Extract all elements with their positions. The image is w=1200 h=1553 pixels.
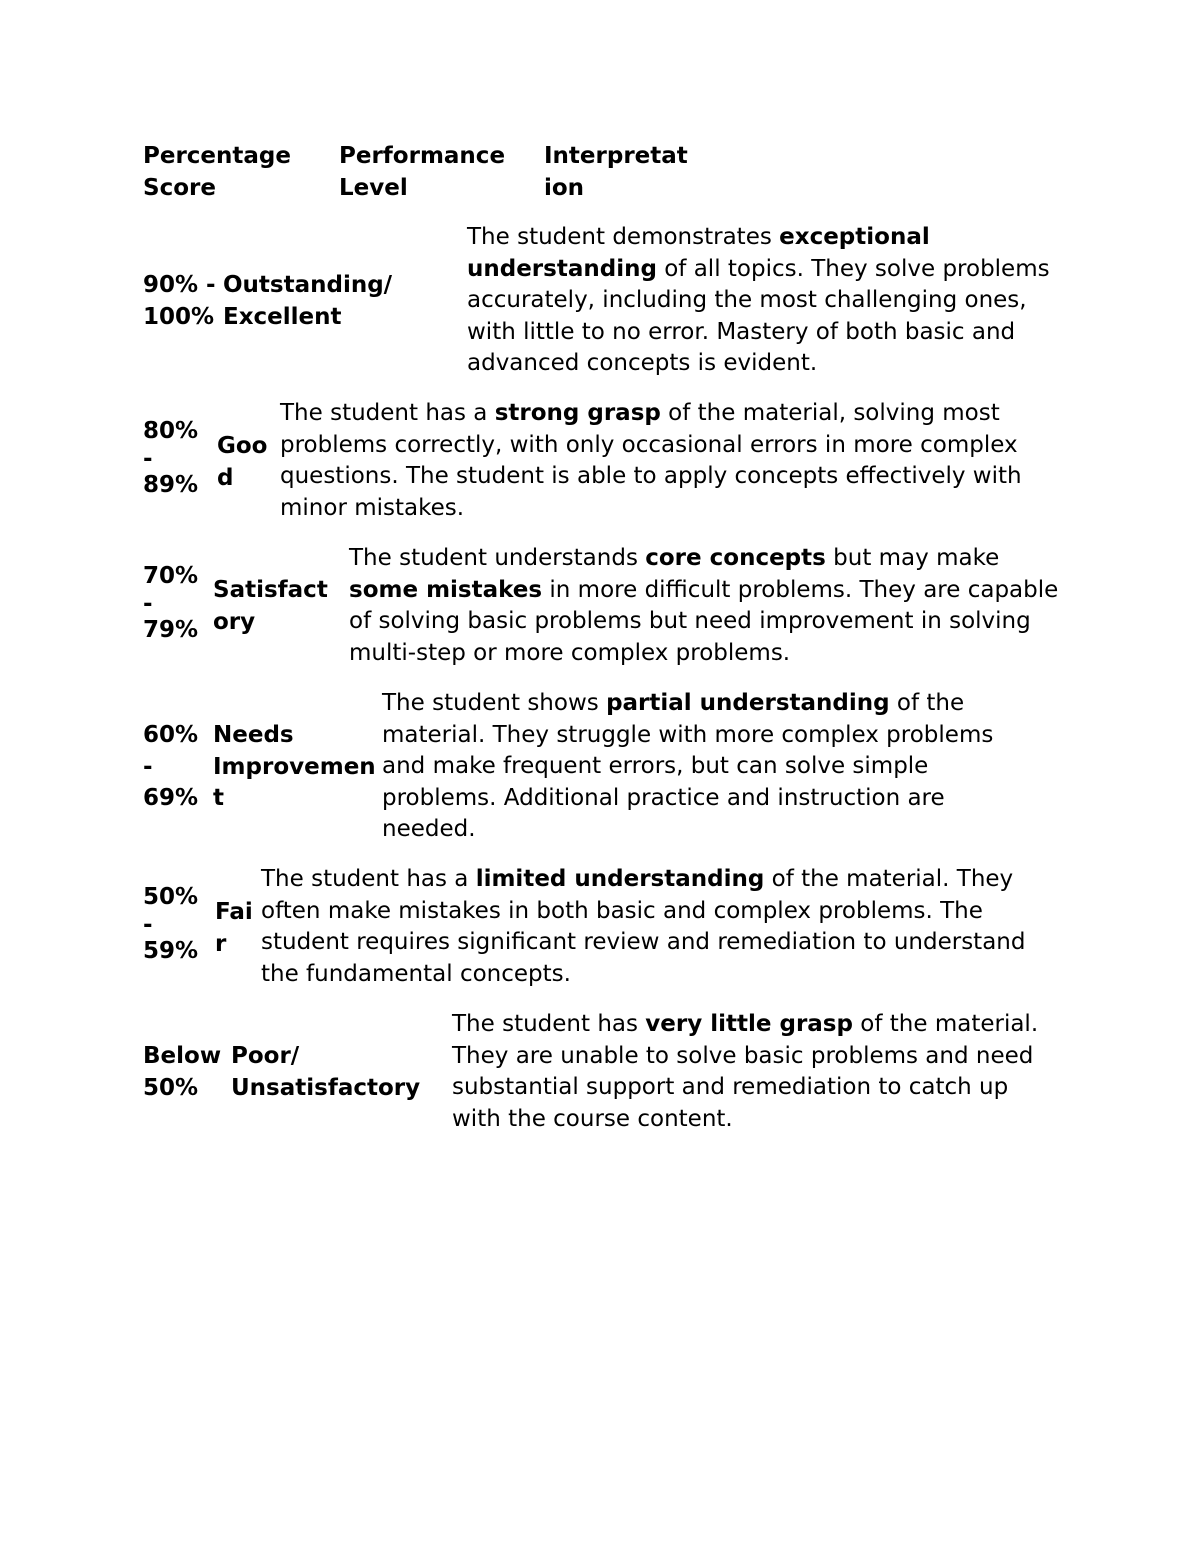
row1-score: [143, 270, 216, 333]
row3-interpretation: [349, 543, 1064, 669]
row1-text-pre: The student demonstrates: [467, 224, 780, 250]
row2-text-post: of the material, solving most problems correctly, with only occasional errors in more complex questions. The student is able to apply concepts effectively with minor mistakes.: [280, 400, 1022, 521]
row4-interpretation: [382, 688, 1022, 846]
row2-interpretation: [280, 398, 1060, 524]
row3-score-line3: 79%: [143, 616, 199, 643]
header-interpretation: [544, 141, 688, 204]
row2-score-line2: -: [143, 445, 153, 472]
row6-text-pre: The student has: [452, 1011, 646, 1037]
row2-score-line1: 80%: [143, 418, 199, 444]
row6-interpretation: [452, 1009, 1062, 1135]
row5-text-post: of the material. They often make mistakes in both basic and complex problems. The student requires significant review and remediation to understand the fundamental concepts.: [261, 866, 1026, 987]
row4-text-bold: partial understanding: [606, 690, 890, 716]
row4-level-line2: Improvemen: [213, 753, 376, 780]
row5-level-line1: Fai: [215, 899, 253, 925]
row5-score-line1: 50%: [143, 884, 199, 910]
row1-score-line1: 90% -: [143, 272, 216, 298]
row2-level-line2: d: [217, 464, 234, 491]
row6-level-line2: Unsatisfactory: [231, 1074, 421, 1101]
row5-score: [143, 882, 198, 967]
row4-score-line1: 60%: [143, 722, 199, 748]
header-col3-line2: ion: [544, 174, 585, 201]
row5-text-pre: The student has a: [261, 866, 476, 892]
row6-score: [143, 1041, 221, 1104]
row4-text-pre: The student shows: [382, 690, 607, 716]
row3-text-bold: core concepts: [645, 545, 826, 571]
row5-score-line2: -: [143, 911, 153, 938]
header-col2-line1: Performance: [339, 143, 506, 169]
row6-text-bold: very little grasp: [645, 1011, 853, 1037]
row1-level-line2: Excellent: [223, 303, 342, 330]
row3-text-mid: but may make: [825, 545, 1000, 571]
row3-level-line2: ory: [213, 608, 256, 635]
row3-text-bold2: some mistakes: [349, 576, 543, 603]
header-col1-line1: Percentage: [143, 143, 291, 169]
row1-interpretation: [467, 222, 1052, 380]
row2-score-line3: 89%: [143, 471, 199, 498]
row6-level-line1: Poor/: [231, 1043, 300, 1069]
row3-level-line1: Satisfact: [213, 577, 328, 603]
row1-text-post: of all topics. They solve problems accurately, including the most challenging ones, with little to no error. Mastery of both basic and advanced concepts is evident.: [467, 255, 1050, 376]
row6-level: [231, 1041, 420, 1104]
row1-text-bold: exceptional understanding: [467, 224, 930, 282]
row4-score-line3: 69%: [143, 785, 199, 811]
row1-level-line1: Outstanding/: [223, 272, 393, 298]
row3-score: [143, 561, 198, 646]
row5-level-line2: r: [215, 930, 227, 957]
row6-score-line1: Below: [143, 1043, 222, 1069]
header-performance-level: [339, 141, 505, 204]
row5-text-bold: limited understanding: [475, 866, 765, 892]
row3-text-post: in more difficult problems. They are capable of solving basic problems but need improvement in solving multi-step or more complex problems.: [349, 576, 1059, 666]
row3-level: [213, 575, 328, 638]
row3-score-line1: 70%: [143, 563, 199, 589]
row2-level: [217, 431, 267, 494]
row3-text-pre: The student understands: [349, 545, 646, 571]
header-percentage-score: [143, 141, 291, 204]
row4-level-line1: Needs: [213, 722, 294, 748]
row5-interpretation: [261, 864, 1061, 990]
header-col3-line1: Interpretat: [544, 143, 688, 169]
row4-level: [213, 720, 376, 815]
row4-level-line3: t: [213, 785, 224, 811]
row5-score-line3: 59%: [143, 937, 199, 964]
row4-score: [143, 720, 198, 815]
row2-level-line1: Goo: [217, 433, 268, 459]
row3-score-line2: -: [143, 590, 153, 617]
header-col2-line2: Level: [339, 174, 408, 201]
row1-score-line2: 100%: [143, 303, 215, 330]
row4-score-line2: -: [143, 753, 153, 780]
row2-text-bold: strong grasp: [494, 400, 661, 426]
row6-score-line2: 50%: [143, 1074, 199, 1101]
header-col1-line2: Score: [143, 174, 216, 201]
row5-level: [215, 897, 253, 960]
row6-text-post: of the material. They are unable to solve basic problems and need substantial support and remediation to catch up with the course content.: [452, 1011, 1039, 1132]
row1-level: [223, 270, 392, 333]
row2-score: [143, 416, 198, 501]
row4-text-post: of the material. They struggle with more complex problems and make frequent errors, but can solve simple problems. Additional practice and instruction are needed.: [382, 690, 994, 842]
row2-text-pre: The student has a: [280, 400, 495, 426]
